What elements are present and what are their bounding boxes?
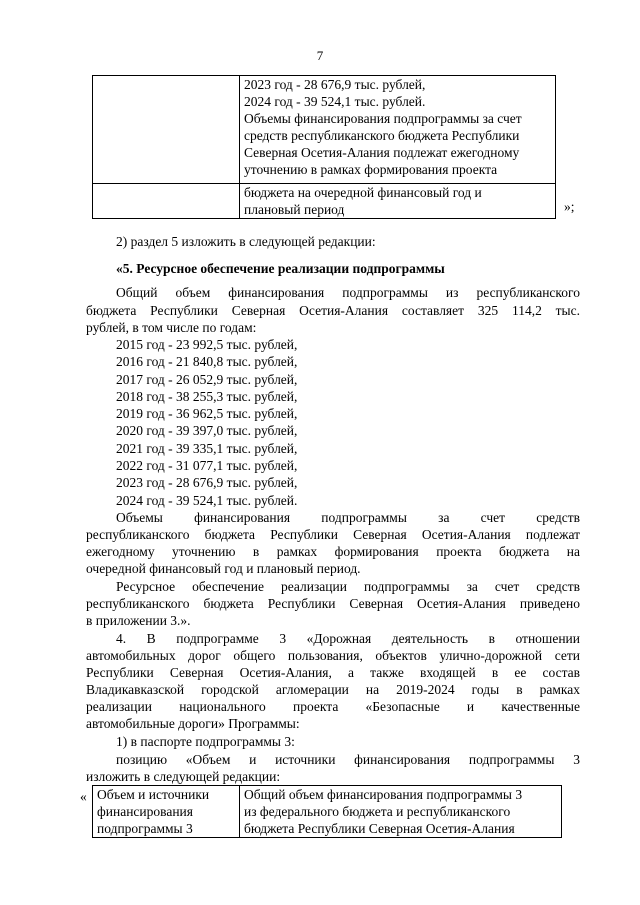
- cell-line: 2023 год - 28 676,9 тыс. рублей,: [244, 77, 426, 92]
- paragraph-line: реализации национального проекта «Безопасные и качественные: [86, 699, 580, 714]
- item-1: 1) в паспорте подпрограммы 3:: [116, 734, 295, 749]
- cell-line: плановый период: [244, 202, 345, 217]
- cell-line: Объемы финансирования подпрограммы за счет: [244, 111, 522, 126]
- paragraph-line: автомобильные дороги» Программы:: [86, 716, 300, 731]
- paragraph-line: Общий объем финансирования подпрограммы из республиканского: [116, 285, 580, 300]
- yearly-funding-list: [116, 336, 297, 509]
- cell-line: бюджета Республики Северная Осетия-Алания: [244, 821, 515, 836]
- opening-quote: «: [80, 789, 87, 804]
- cell-line: 2024 год - 39 524,1 тыс. рублей.: [244, 94, 426, 109]
- list-item: 2023 год - 28 676,9 тыс. рублей,: [116, 475, 298, 491]
- cell-line: уточнению в рамках формирования проекта: [244, 162, 498, 177]
- paragraph-line: очередной финансовый год и плановый период.: [86, 561, 361, 576]
- item-2: 2) раздел 5 изложить в следующей редакции:: [116, 234, 376, 249]
- list-item: 2024 год - 39 524,1 тыс. рублей.: [116, 492, 298, 508]
- list-item: 2017 год - 26 052,9 тыс. рублей,: [116, 371, 298, 387]
- table-cell-label: [93, 786, 240, 838]
- list-item: 2021 год - 39 335,1 тыс. рублей,: [116, 440, 298, 456]
- paragraph-line: республиканского бюджета Республики Северная Осетия-Алания приведено: [86, 596, 580, 611]
- paragraph-line: изложить в следующей редакции:: [86, 769, 281, 784]
- cell-line: финансирования: [97, 804, 193, 819]
- paragraph-line: автомобильных дорог общего пользования, объектов улично-дорожной сети: [86, 648, 580, 663]
- paragraph-line: республиканского бюджета Республики Северная Осетия-Алания подлежат: [86, 527, 580, 542]
- cell-line: из федерального бюджета и республиканского: [244, 804, 511, 819]
- cell-line: средств республиканского бюджета Республики: [244, 128, 520, 143]
- section-heading: «5. Ресурсное обеспечение реализации подпрограммы: [116, 261, 445, 276]
- page-number: 7: [316, 48, 324, 63]
- passport-table-continuation: [92, 75, 556, 219]
- list-item: 2016 год - 21 840,8 тыс. рублей,: [116, 354, 298, 370]
- list-item: 2019 год - 36 962,5 тыс. рублей,: [116, 406, 298, 422]
- paragraph-line: в приложении 3.».: [86, 613, 191, 628]
- list-item: 2020 год - 39 397,0 тыс. рублей,: [116, 423, 298, 439]
- cell-line: подпрограммы 3: [97, 821, 193, 836]
- paragraph-line: Объемы финансирования подпрограммы за счет средств: [116, 510, 580, 525]
- paragraph-line: бюджета Республики Северная Осетия-Алания составляет 325 114,2 тыс.: [86, 303, 580, 318]
- passport-table-new: [92, 785, 562, 838]
- paragraph-line: ежегодному уточнению в рамках формирования проекта бюджета на: [86, 544, 580, 559]
- cell-line: Объем и источники: [97, 787, 210, 802]
- table-cell-empty: [93, 184, 240, 219]
- paragraph-line: Владикавказской городской агломерации на 2019-2024 годы в рамках: [86, 682, 580, 697]
- cell-line: бюджета на очередной финансовый год и: [244, 185, 482, 200]
- cell-line: Общий объем финансирования подпрограммы 3: [244, 787, 523, 802]
- paragraph-line: Республики Северная Осетия-Алания, а также входящей в ее состав: [86, 665, 580, 680]
- table-cell-funding-text: [240, 184, 556, 219]
- table-cell-value: [240, 786, 562, 838]
- table-cell-empty: [93, 76, 240, 184]
- closing-quote: »;: [564, 199, 575, 214]
- list-item: 2015 год - 23 992,5 тыс. рублей,: [116, 337, 298, 352]
- list-item: 2022 год - 31 077,1 тыс. рублей,: [116, 458, 298, 474]
- paragraph-line: 4. В подпрограмме 3 «Дорожная деятельность в отношении: [116, 631, 580, 646]
- paragraph-line: позицию «Объем и источники финансирования подпрограммы 3: [116, 752, 580, 767]
- list-item: 2018 год - 38 255,3 тыс. рублей,: [116, 388, 298, 404]
- table-cell-funding-text: [240, 76, 556, 184]
- paragraph-line: Ресурсное обеспечение реализации подпрограммы за счет средств: [116, 579, 580, 594]
- paragraph-line: рублей, в том числе по годам:: [86, 320, 257, 335]
- cell-line: Северная Осетия-Алания подлежат ежегодному: [244, 145, 520, 160]
